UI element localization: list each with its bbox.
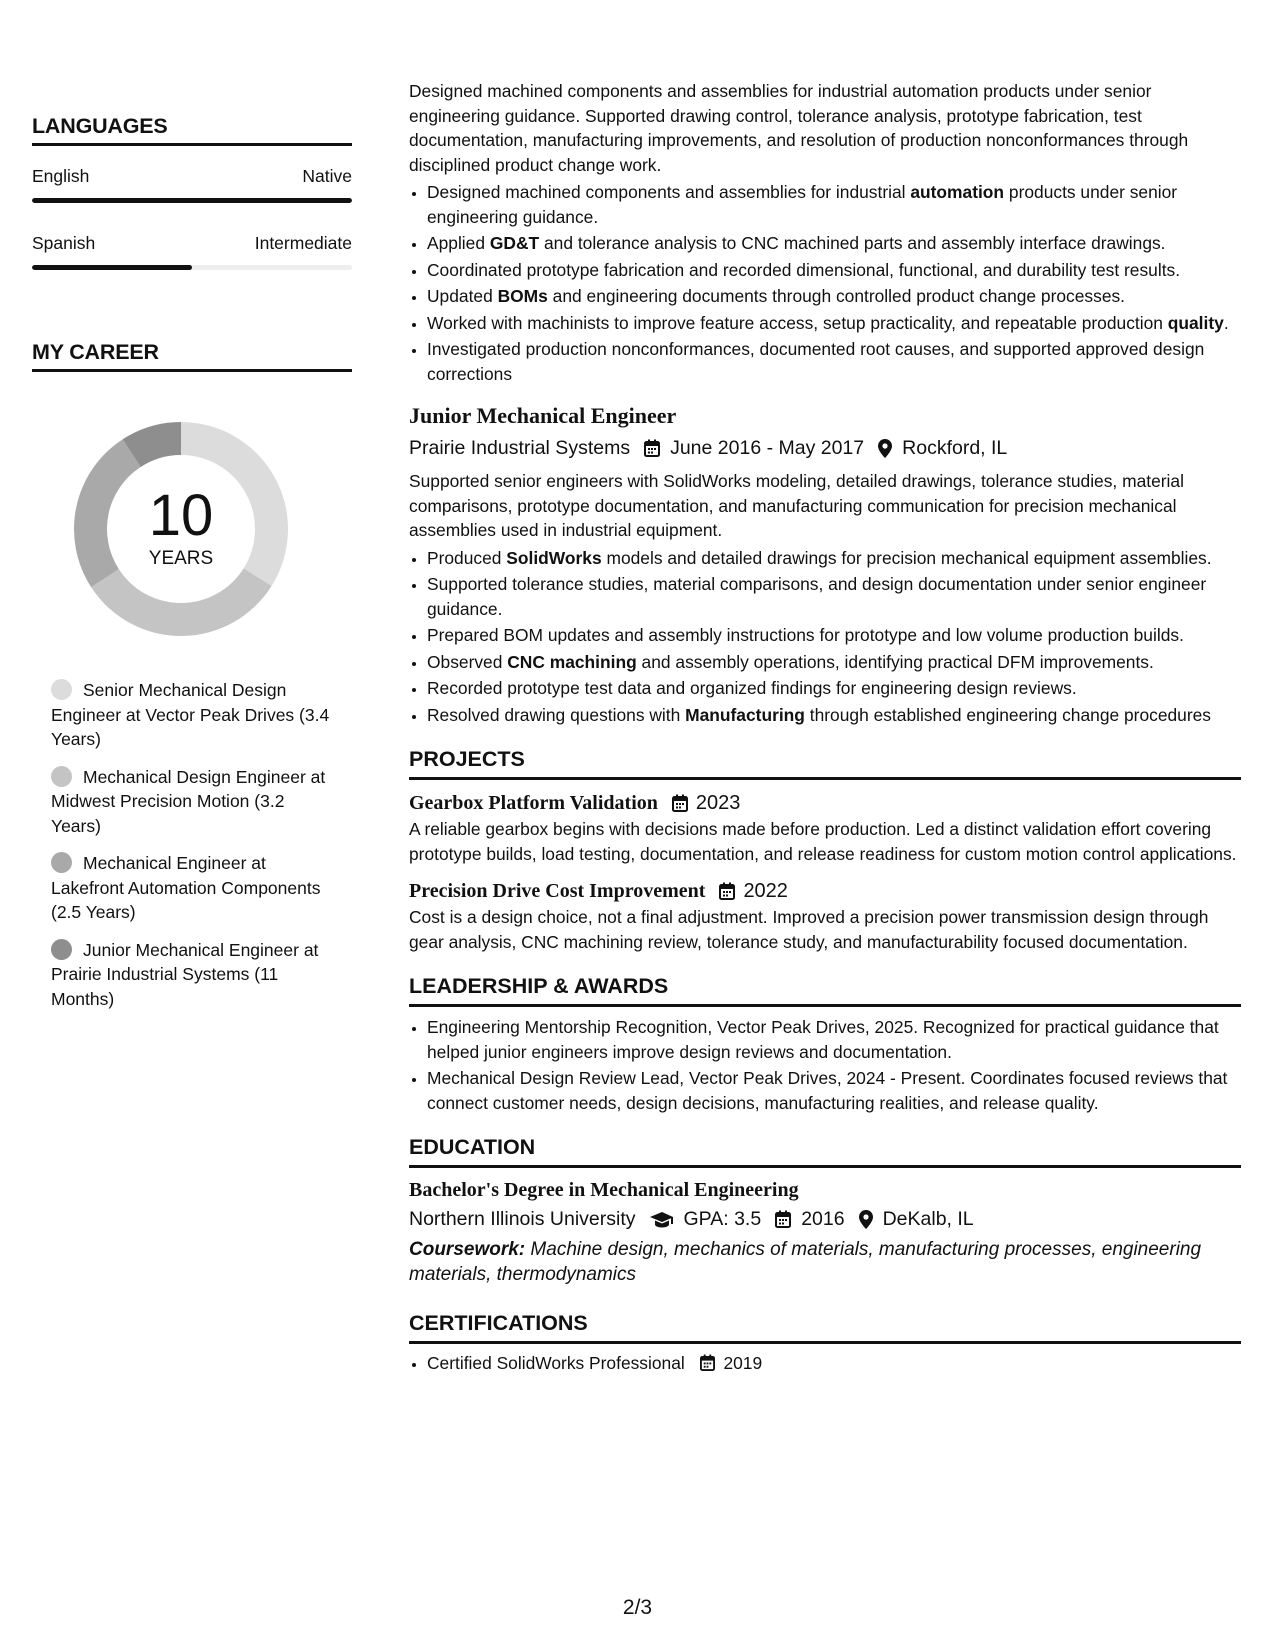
graduation-year: 2016: [801, 1208, 845, 1230]
certification-name: Certified SolidWorks Professional: [427, 1353, 685, 1373]
project-description: A reliable gearbox begins with decisions made before production. Led a distinct validation effort covering prototype builds, load testing, documentation, and release readiness for custom motion control applications.: [409, 819, 1237, 864]
job-summary: Supported senior engineers with SolidWorks modeling, detailed drawings, tolerance studies, material comparisons, prototype documentation, and manufacturing communication for precision mechanical assemblies used in industrial equipment.: [409, 471, 1184, 540]
main-content: [409, 79, 1241, 1380]
job-bullet: • Worked with machinists to improve feature access, setup practicality, and repeatable production quality.: [427, 311, 1241, 336]
job-summary: Designed machined components and assemblies for industrial automation products under senior engineering guidance. Supported drawing control, tolerance analysis, prototype fabrication, test documentation, manufacturing improvements, and resolution of production nonconformances through disciplined product change work.: [409, 81, 1189, 175]
calendar-icon: [775, 1210, 791, 1228]
language-proficiency-bar: [32, 265, 352, 270]
project-item: [409, 877, 1241, 954]
leadership-item: • Mechanical Design Review Lead, Vector Peak Drives, 2024 - Present. Coordinates focused reviews that connect customer needs, design decisions, manufacturing realities, and release quality.: [427, 1066, 1241, 1115]
project-title: Gearbox Platform Validation: [409, 792, 658, 814]
project-year: 2023: [695, 792, 741, 814]
education-meta: [409, 1204, 1241, 1234]
career-heading: MY CAREER: [32, 340, 352, 372]
job-location: Rockford, IL: [902, 437, 1008, 459]
calendar-icon: [719, 882, 735, 900]
certifications-list: [409, 1351, 1241, 1378]
job-bullet: • Prepared BOM updates and assembly instructions for prototype and low volume production builds.: [427, 623, 1241, 648]
projects-heading: PROJECTS: [409, 745, 1241, 780]
career-legend: [51, 678, 331, 1011]
education-heading: EDUCATION: [409, 1133, 1241, 1168]
job-meta: [409, 433, 1241, 463]
project-year: 2022: [743, 880, 788, 902]
language-item: [32, 166, 352, 203]
language-name: English: [32, 166, 90, 186]
coursework-label: Coursework:: [409, 1239, 526, 1260]
job-bullet: • Recorded prototype test data and organized findings for engineering design reviews.: [427, 676, 1241, 701]
career-legend-item: Mechanical Engineer at Lakefront Automation Components (2.5 Years): [51, 853, 321, 922]
languages-heading: LANGUAGES: [32, 114, 352, 146]
job-title: Junior Mechanical Engineer: [409, 403, 677, 428]
company-name: Prairie Industrial Systems: [409, 437, 631, 459]
certification-year: 2019: [723, 1353, 763, 1373]
gpa: GPA: 3.5: [683, 1208, 762, 1230]
legend-dot: [51, 852, 72, 873]
calendar-icon: [672, 794, 688, 812]
school-location: DeKalb, IL: [882, 1208, 974, 1230]
job-bullet: • Resolved drawing questions with Manufacturing through established engineering change procedures: [427, 703, 1241, 728]
coursework-text: Machine design, mechanics of materials, manufacturing processes, engineering materials, thermodynamics: [409, 1239, 1202, 1285]
career-total-unit: YEARS: [148, 548, 214, 569]
graduation-cap-icon: [650, 1211, 674, 1228]
certification-item: [427, 1351, 1241, 1378]
job-bullet: • Investigated production nonconformances, documented root causes, and supported approved design corrections: [427, 337, 1241, 386]
job-bullets: [409, 180, 1241, 386]
degree-title: Bachelor's Degree in Mechanical Engineering: [409, 1179, 799, 1201]
coursework: [409, 1237, 1241, 1287]
language-proficiency-fill: [32, 198, 352, 203]
certifications-heading: CERTIFICATIONS: [409, 1309, 1241, 1344]
legend-dot: [51, 766, 72, 787]
project-description: Cost is a design choice, not a final adjustment. Improved a precision power transmission design through gear analysis, CNC machining review, tolerance study, and manufacturability focused documentation.: [409, 907, 1209, 952]
leadership-heading: LEADERSHIP & AWARDS: [409, 972, 1241, 1007]
sidebar: [32, 86, 352, 1024]
job-bullet: • Produced SolidWorks models and detailed drawings for precision mechanical equipment assemblies.: [427, 546, 1241, 571]
job-bullets: [409, 546, 1241, 728]
project-title: Precision Drive Cost Improvement: [409, 880, 706, 902]
leadership-item: • Engineering Mentorship Recognition, Vector Peak Drives, 2025. Recognized for practical guidance that helped junior engineers improve design reviews and documentation.: [427, 1015, 1241, 1064]
job-bullet: • Applied GD&T and tolerance analysis to CNC machined parts and assembly interface drawings.: [427, 231, 1241, 256]
language-level: Intermediate: [254, 233, 352, 253]
language-proficiency-bar: [32, 198, 352, 203]
career-legend-item: Junior Mechanical Engineer at Prairie Industrial Systems (11 Months): [51, 939, 319, 1009]
job-dates: June 2016 - May 2017: [670, 437, 865, 459]
career-donut-chart: [66, 414, 296, 644]
career-legend-item: Mechanical Design Engineer at Midwest Precision Motion (3.2 Years): [51, 766, 326, 836]
language-proficiency-fill: [32, 265, 192, 270]
job-bullet: • Updated BOMs and engineering documents through controlled product change processes.: [427, 284, 1241, 309]
legend-dot: [51, 939, 72, 960]
calendar-icon: [700, 1353, 715, 1378]
school-name: Northern Illinois University: [409, 1208, 636, 1230]
map-pin-icon: [878, 439, 892, 458]
language-item: [32, 233, 352, 270]
leadership-list: [409, 1015, 1241, 1115]
job-bullet: • Supported tolerance studies, material comparisons, and design documentation under senior engineer guidance.: [427, 572, 1241, 621]
language-name: Spanish: [32, 233, 96, 253]
language-level: Native: [302, 166, 352, 186]
career-legend-item: Senior Mechanical Design Engineer at Vector Peak Drives (3.4 Years): [51, 680, 330, 749]
career-total-years: 10: [148, 483, 214, 548]
legend-dot: [51, 679, 72, 700]
job-bullet: • Coordinated prototype fabrication and recorded dimensional, functional, and durability test results.: [427, 258, 1241, 283]
map-pin-icon: [859, 1210, 873, 1229]
page-number: 2/3: [622, 1596, 653, 1619]
calendar-icon: [644, 439, 660, 457]
project-item: [409, 789, 1241, 866]
job-bullet: • Observed CNC machining and assembly operations, identifying practical DFM improvements.: [427, 650, 1241, 675]
job-bullet: • Designed machined components and assemblies for industrial automation products under senior engineering guidance.: [427, 180, 1241, 229]
